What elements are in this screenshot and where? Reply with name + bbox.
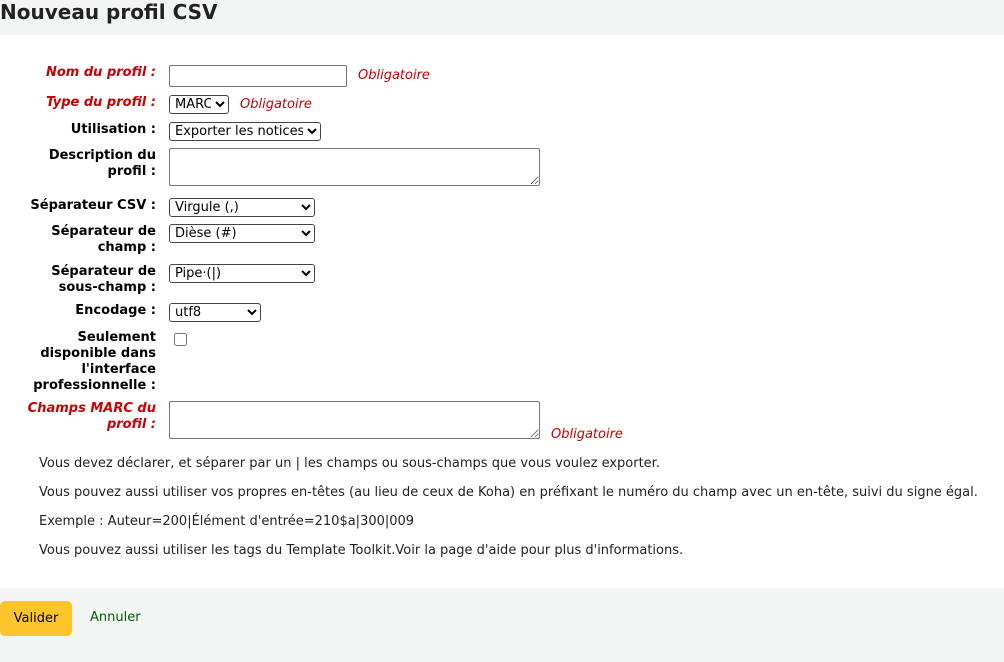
subfield-separator-label: Séparateur de sous-champ : [51,264,156,295]
profile-name-label: Nom du profil : [45,65,156,80]
marc-fields-required: Obligatoire [551,427,623,442]
profile-type-label: Type du profil : [46,95,156,110]
subfield-separator-select[interactable] [169,264,315,283]
submit-button[interactable]: Valider [0,601,72,636]
marc-fields-textarea[interactable] [169,401,540,439]
description-textarea[interactable] [169,148,540,186]
profile-type-select[interactable] [169,95,229,114]
usage-select[interactable] [169,122,321,141]
marc-fields-label: Champs MARC du profil : [27,401,156,432]
csv-separator-label: Séparateur CSV : [30,198,156,213]
encoding-label: Encodage : [75,303,156,318]
hint-template-toolkit: Vous pouvez aussi utiliser les tags du Template Toolkit.Voir la page d'aide pour plus d'informations. [39,543,684,558]
cancel-link[interactable]: Annuler [90,610,141,625]
profile-type-required: Obligatoire [240,97,312,112]
hint-example: Exemple : Auteur=200|Élément d'entrée=210$a|300|009 [39,514,415,529]
encoding-select[interactable] [169,303,261,322]
hint-declare-fields: Vous devez déclarer, et séparer par un | les champs ou sous-champs que vous voulez exporter. [39,456,660,471]
hint-custom-headers: Vous pouvez aussi utiliser vos propres en-têtes (au lieu de ceux de Koha) en préfixant le numéro du champ avec un en-tête, suivi du signe égal. [39,485,978,500]
staff-only-checkbox[interactable] [174,333,187,346]
profile-name-required: Obligatoire [358,68,430,83]
usage-label: Utilisation : [70,122,156,137]
staff-only-label: Seulement disponible dans l'interface professionnelle : [33,330,156,393]
description-label: Description du profil : [48,148,156,179]
page-title: Nouveau profil CSV [0,0,218,24]
csv-separator-select[interactable] [169,198,315,217]
field-separator-label: Séparateur de champ : [51,224,156,255]
profile-name-input[interactable] [169,65,347,87]
field-separator-select[interactable] [169,224,315,243]
